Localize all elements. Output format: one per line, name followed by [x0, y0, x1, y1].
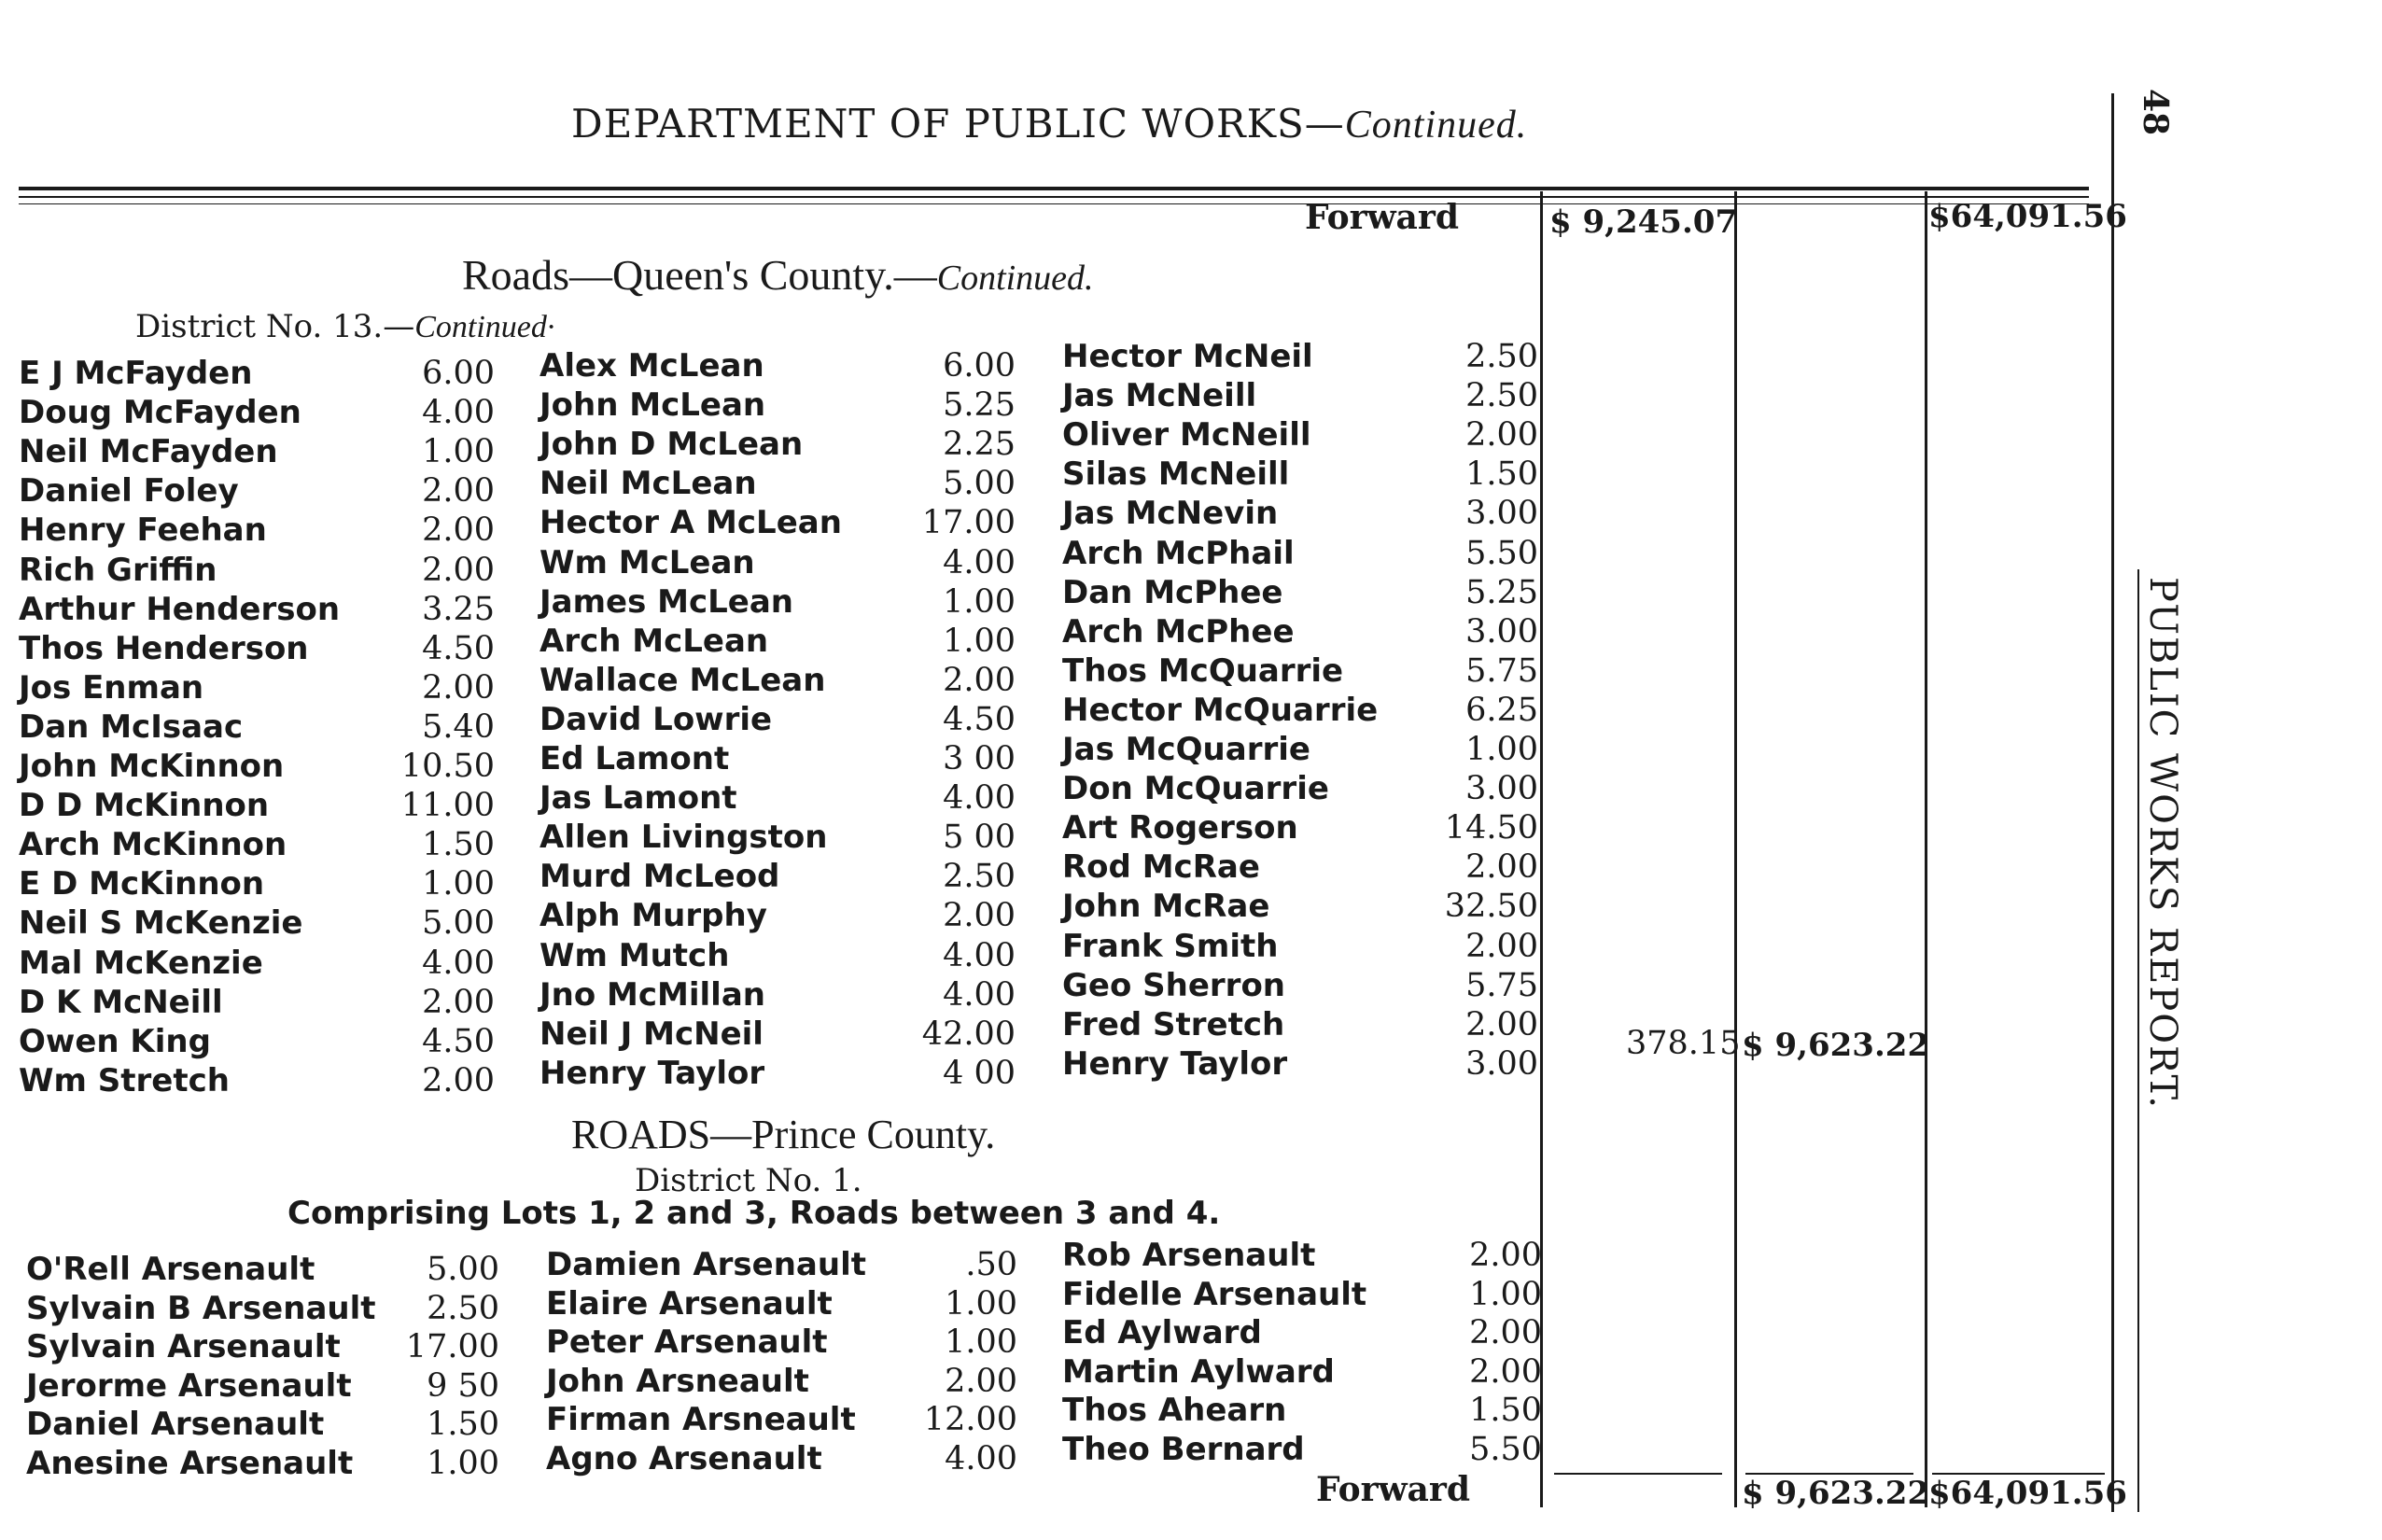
queens-district: District No. 13.—Continued· [135, 308, 555, 345]
entry-amount: 5.40 [422, 707, 495, 746]
entry-amount: 5.00 [943, 465, 1016, 503]
entry-amount: 32.50 [1444, 888, 1538, 926]
queens-subtotal: 378.15 [1626, 1025, 1741, 1062]
entry-name: Sylvain Arsenault [26, 1328, 341, 1365]
entry-amount: 2.25 [943, 426, 1016, 464]
col-rule-2 [1734, 191, 1737, 1507]
forward-bottom-col3: $64,091.56 [1928, 1475, 2127, 1512]
entry-name: Wm Stretch [19, 1061, 230, 1099]
entry-name: Neil McFayden [19, 433, 278, 471]
entry-amount: 2.00 [945, 1362, 1017, 1400]
entry-amount: 2.50 [1465, 377, 1538, 415]
entry-amount: 9 50 [427, 1366, 499, 1405]
entry-amount: 1.00 [427, 1444, 499, 1482]
entry-amount: 11.00 [400, 787, 495, 825]
queens-heading: Roads—Queen's County.—Continued. [462, 251, 1094, 299]
entry-name: Theo Bernard [1062, 1430, 1305, 1468]
entry-name: Geo Sherron [1062, 966, 1286, 1004]
entry-amount: 2.00 [1469, 1352, 1542, 1391]
entry-amount: 1.00 [945, 1323, 1017, 1361]
page-header [571, 101, 1527, 147]
entry-amount: 2.00 [943, 661, 1016, 699]
entry-amount: 1.00 [422, 433, 495, 471]
entry-name: Frank Smith [1062, 927, 1279, 965]
entry-name: Dan McPhee [1062, 573, 1283, 611]
prince-district: District No. 1. [635, 1162, 862, 1199]
entry-amount: 3.00 [1465, 1044, 1538, 1083]
entry-name: Thos McQuarrie [1062, 651, 1344, 690]
entry-name: Neil J McNeil [539, 1015, 764, 1053]
entry-name: Anesine Arsenault [26, 1444, 354, 1482]
header-rule-bottom [19, 196, 2089, 198]
entry-name: Art Rogerson [1062, 809, 1298, 847]
entry-name: Peter Arsenault [546, 1323, 828, 1361]
entry-name: Arch McLean [539, 622, 769, 660]
entry-amount: 5.50 [1465, 534, 1538, 572]
entry-name: Agno Arsenault [546, 1439, 822, 1477]
entry-amount: 3.00 [1465, 612, 1538, 651]
header-title: DEPARTMENT OF PUBLIC WORKS— [571, 101, 1345, 147]
entry-amount: 5.00 [422, 904, 495, 943]
entry-name: Damien Arsenault [546, 1246, 866, 1283]
entry-amount: 4.00 [943, 779, 1016, 818]
entry-amount: 42.00 [921, 1015, 1016, 1053]
entry-amount: 6.25 [1465, 691, 1538, 729]
entry-name: Thos Henderson [19, 629, 309, 667]
entry-amount: 4 00 [943, 1054, 1016, 1092]
header-continued: Continued. [1344, 104, 1528, 147]
entry-name: Jas Lamont [539, 779, 737, 818]
entry-amount: 4.50 [422, 629, 495, 667]
entry-amount: 2.50 [427, 1289, 499, 1327]
entry-amount: 17.00 [405, 1328, 499, 1365]
entry-name: E J McFayden [19, 355, 253, 392]
entry-amount: 1.00 [422, 865, 495, 903]
entry-amount: 4.00 [945, 1439, 1017, 1477]
entry-amount: 12.00 [923, 1401, 1017, 1438]
entry-amount: 5.25 [1465, 573, 1538, 611]
entry-name: Dan McIsaac [19, 707, 244, 746]
entry-amount: 4.50 [422, 1022, 495, 1060]
entry-name: Firman Arsneault [546, 1401, 856, 1438]
entry-amount: 4.00 [943, 543, 1016, 581]
side-rule [2137, 569, 2139, 1512]
forward-bottom-col2: $ 9,623.22 [1742, 1475, 1930, 1512]
entry-name: Henry Feehan [19, 511, 267, 550]
entry-name: Arch McKinnon [19, 826, 287, 864]
entry-name: Daniel Foley [19, 472, 239, 511]
entry-amount: 4.00 [943, 975, 1016, 1014]
entry-name: Arch McPhee [1062, 612, 1295, 651]
entry-name: David Lowrie [539, 700, 773, 738]
entry-name: Wallace McLean [539, 661, 826, 699]
entry-amount: 2.00 [1465, 848, 1538, 887]
entry-name: Fred Stretch [1062, 1005, 1285, 1043]
entry-name: Henry Taylor [539, 1054, 765, 1092]
col-rule-3 [1925, 191, 1927, 1507]
entry-name: Alex McLean [539, 347, 764, 385]
side-title: PUBLIC WORKS REPORT. [2141, 577, 2184, 1110]
entry-amount: 2.00 [422, 983, 495, 1021]
entry-name: Wm Mutch [539, 936, 730, 974]
entry-amount: 3.25 [422, 590, 495, 628]
entry-amount: 4.00 [422, 394, 495, 432]
entry-amount: 3 00 [943, 740, 1016, 777]
forward-bottom-rule-1 [1554, 1473, 1722, 1475]
page-number: 48 [2136, 89, 2175, 136]
entry-amount: 3.00 [1465, 495, 1538, 533]
entry-amount: 2.00 [422, 1061, 495, 1099]
entry-amount: 6.00 [943, 347, 1016, 385]
entry-amount: 17.00 [921, 504, 1016, 542]
entry-amount: 4.00 [943, 936, 1016, 974]
entry-name: Rob Arsenault [1062, 1237, 1316, 1274]
entry-amount: 5.00 [427, 1251, 499, 1288]
entry-amount: 14.50 [1444, 809, 1538, 847]
entry-name: Martin Aylward [1062, 1352, 1335, 1391]
entry-amount: 1.00 [1469, 1275, 1542, 1313]
entry-name: Jas McNevin [1062, 495, 1279, 533]
entry-name: Mal McKenzie [19, 944, 263, 982]
entry-name: O'Rell Arsenault [26, 1251, 315, 1288]
entry-amount: 2.00 [1465, 1005, 1538, 1043]
entry-amount: .50 [965, 1246, 1017, 1283]
entry-amount: 4.50 [943, 700, 1016, 738]
entry-amount: 3.00 [1465, 770, 1538, 808]
entry-name: Neil S McKenzie [19, 904, 303, 943]
entry-name: Elaire Arsenault [546, 1284, 833, 1323]
entry-amount: 2.00 [422, 668, 495, 707]
queens-total: $ 9,623.22 [1742, 1027, 1930, 1064]
entry-name: D D McKinnon [19, 787, 270, 825]
entry-name: Jerorme Arsenault [26, 1366, 352, 1405]
entry-amount: 2.00 [1469, 1237, 1542, 1274]
entry-amount: 1.50 [427, 1406, 499, 1443]
entry-amount: 6.00 [422, 355, 495, 392]
entry-name: Arch McPhail [1062, 534, 1295, 572]
entry-name: John McKinnon [19, 748, 285, 785]
entry-amount: 2.00 [422, 472, 495, 511]
entry-name: Sylvain B Arsenault [26, 1289, 376, 1327]
entry-amount: 1.50 [422, 826, 495, 864]
entry-name: Jno McMillan [539, 975, 765, 1014]
entry-amount: 5.50 [1469, 1430, 1542, 1468]
entry-name: Don McQuarrie [1062, 770, 1329, 808]
entry-amount: 2.00 [1465, 927, 1538, 965]
entry-name: John McLean [539, 386, 766, 425]
entry-amount: 1.00 [945, 1284, 1017, 1323]
entry-amount: 2.50 [1465, 338, 1538, 375]
entry-name: D K McNeill [19, 983, 223, 1021]
entry-name: Doug McFayden [19, 394, 301, 432]
entry-amount: 5.75 [1465, 651, 1538, 690]
entry-name: E D McKinnon [19, 865, 265, 903]
entry-amount: 2.00 [943, 897, 1016, 935]
entry-name: Hector McQuarrie [1062, 691, 1379, 729]
entry-amount: 2.50 [943, 858, 1016, 896]
entry-name: Henry Taylor [1062, 1044, 1288, 1083]
entry-name: Silas McNeill [1062, 455, 1290, 494]
entry-name: Owen King [19, 1022, 211, 1060]
entry-name: Neil McLean [539, 465, 757, 503]
header-rule-bottom-2 [19, 203, 2089, 204]
header-rule-top [19, 187, 2089, 190]
entry-name: Rod McRae [1062, 848, 1260, 887]
entry-name: Arthur Henderson [19, 590, 341, 628]
entry-name: James McLean [539, 582, 794, 621]
entry-amount: 1.00 [1465, 731, 1538, 768]
forward-top-col1: $ 9,245.07 [1549, 203, 1738, 241]
entry-name: Murd McLeod [539, 858, 780, 896]
entry-amount: 2.00 [1465, 416, 1538, 455]
entry-name: Allen Livingston [539, 819, 828, 857]
prince-heading: ROADS—Prince County. [571, 1112, 996, 1157]
entry-amount: 5 00 [943, 819, 1016, 857]
forward-top-col3: $64,091.56 [1928, 198, 2127, 235]
entry-amount: 2.00 [422, 551, 495, 589]
entry-name: Hector McNeil [1062, 338, 1313, 375]
entry-name: Jas McNeill [1062, 377, 1257, 415]
entry-name: Jos Enman [19, 668, 204, 707]
entry-amount: 5.25 [943, 386, 1016, 425]
entry-name: John D McLean [539, 426, 804, 464]
forward-top-label: Forward [1305, 198, 1460, 237]
entry-amount: 5.75 [1465, 966, 1538, 1004]
prince-comprising: Comprising Lots 1, 2 and 3, Roads between 3 and 4. [287, 1195, 1221, 1232]
entry-amount: 1.00 [943, 622, 1016, 660]
entry-name: John McRae [1062, 888, 1270, 926]
entry-name: Ed Lamont [539, 740, 730, 777]
entry-name: Oliver McNeill [1062, 416, 1311, 455]
entry-amount: 1.50 [1465, 455, 1538, 494]
entry-amount: 1.00 [943, 582, 1016, 621]
entry-name: Thos Ahearn [1062, 1392, 1287, 1429]
entry-name: Daniel Arsenault [26, 1406, 325, 1443]
entry-name: Rich Griffin [19, 551, 217, 589]
entry-amount: 1.50 [1469, 1392, 1542, 1429]
entry-name: Ed Aylward [1062, 1314, 1262, 1351]
entry-name: Hector A McLean [539, 504, 842, 542]
entry-name: Wm McLean [539, 543, 755, 581]
entry-name: Alph Murphy [539, 897, 767, 935]
entry-amount: 2.00 [422, 511, 495, 550]
forward-bottom-label: Forward [1316, 1470, 1471, 1509]
entry-name: John Arsneault [546, 1362, 809, 1400]
entry-amount: 2.00 [1469, 1314, 1542, 1351]
entry-name: Jas McQuarrie [1062, 731, 1310, 768]
entry-amount: 4.00 [422, 944, 495, 982]
entry-name: Fidelle Arsenault [1062, 1275, 1367, 1313]
entry-amount: 10.50 [400, 748, 495, 785]
right-margin-rule [2111, 93, 2114, 1512]
